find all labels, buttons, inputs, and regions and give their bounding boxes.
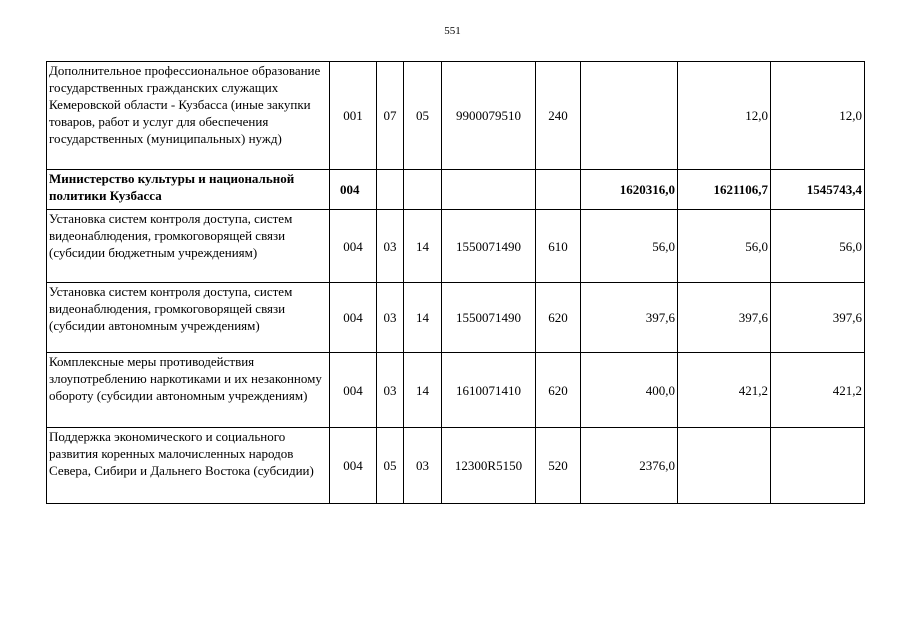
row-section-code: 03 <box>377 210 404 283</box>
row-expense-type-code: 520 <box>536 428 581 504</box>
table-row <box>47 62 865 170</box>
budget-table <box>46 61 865 504</box>
row-section-code: 03 <box>377 353 404 428</box>
row-amount-year-2: 421,2 <box>678 353 771 428</box>
row-amount-year-2 <box>678 428 771 504</box>
row-section-code: 03 <box>377 283 404 353</box>
row-expense-type-code: 240 <box>536 62 581 170</box>
row-target-article-code: 1610071410 <box>442 353 536 428</box>
row-amount-year-3: 397,6 <box>771 283 865 353</box>
table-row <box>47 353 865 428</box>
table-row <box>47 170 865 210</box>
row-expense-type-code: 620 <box>536 353 581 428</box>
row-amount-year-1: 56,0 <box>581 210 678 283</box>
table-row <box>47 283 865 353</box>
row-ved-code: 004 <box>330 353 377 428</box>
row-ved-code: 004 <box>330 210 377 283</box>
row-name: Комплексные меры противодействия злоупотреблению наркотиками и их незаконному обороту (субсидии автономным учреждениям) <box>47 353 330 428</box>
row-expense-type-code: 620 <box>536 283 581 353</box>
row-amount-year-1: 2376,0 <box>581 428 678 504</box>
page-number: 551 <box>444 25 461 37</box>
row-amount-year-3 <box>771 428 865 504</box>
row-target-article-code: 9900079510 <box>442 62 536 170</box>
row-subsection-code: 05 <box>404 62 442 170</box>
row-target-article-code: 1550071490 <box>442 210 536 283</box>
row-amount-year-1 <box>581 62 678 170</box>
row-target-article-code <box>442 170 536 210</box>
row-subsection-code: 14 <box>404 283 442 353</box>
row-section-code: 07 <box>377 62 404 170</box>
row-amount-year-2: 56,0 <box>678 210 771 283</box>
row-section-code <box>377 170 404 210</box>
row-name: Министерство культуры и национальной политики Кузбасса <box>47 170 330 210</box>
row-amount-year-3: 56,0 <box>771 210 865 283</box>
row-ved-code: 004 <box>330 428 377 504</box>
row-subsection-code <box>404 170 442 210</box>
row-amount-year-2: 1621106,7 <box>678 170 771 210</box>
row-target-article-code: 1550071490 <box>442 283 536 353</box>
row-subsection-code: 14 <box>404 210 442 283</box>
row-amount-year-3: 421,2 <box>771 353 865 428</box>
table-row <box>47 428 865 504</box>
row-amount-year-2: 397,6 <box>678 283 771 353</box>
row-amount-year-2: 12,0 <box>678 62 771 170</box>
row-expense-type-code <box>536 170 581 210</box>
row-name: Установка систем контроля доступа, систем видеонаблюдения, громкоговорящей связи (субсидии бюджетным учреждениям) <box>47 210 330 283</box>
row-ved-code: 004 <box>330 283 377 353</box>
row-amount-year-3: 12,0 <box>771 62 865 170</box>
row-subsection-code: 14 <box>404 353 442 428</box>
row-section-code: 05 <box>377 428 404 504</box>
row-name: Поддержка экономического и социального развития коренных малочисленных народов Севера, Сибири и Дальнего Востока (субсидии) <box>47 428 330 504</box>
row-subsection-code: 03 <box>404 428 442 504</box>
row-expense-type-code: 610 <box>536 210 581 283</box>
row-target-article-code: 12300R5150 <box>442 428 536 504</box>
row-amount-year-3: 1545743,4 <box>771 170 865 210</box>
row-amount-year-1: 1620316,0 <box>581 170 678 210</box>
row-name: Установка систем контроля доступа, систем видеонаблюдения, громкоговорящей связи (субсидии автономным учреждениям) <box>47 283 330 353</box>
row-amount-year-1: 397,6 <box>581 283 678 353</box>
row-name: Дополнительное профессиональное образование государственных гражданских служащих Кемеровской области - Кузбасса (иные закупки товаров, работ и услуг для обеспечения государственных (муниципальных) нужд) <box>47 62 330 170</box>
row-ved-code: 004 <box>330 170 377 210</box>
row-ved-code: 001 <box>330 62 377 170</box>
row-amount-year-1: 400,0 <box>581 353 678 428</box>
table-row <box>47 210 865 283</box>
